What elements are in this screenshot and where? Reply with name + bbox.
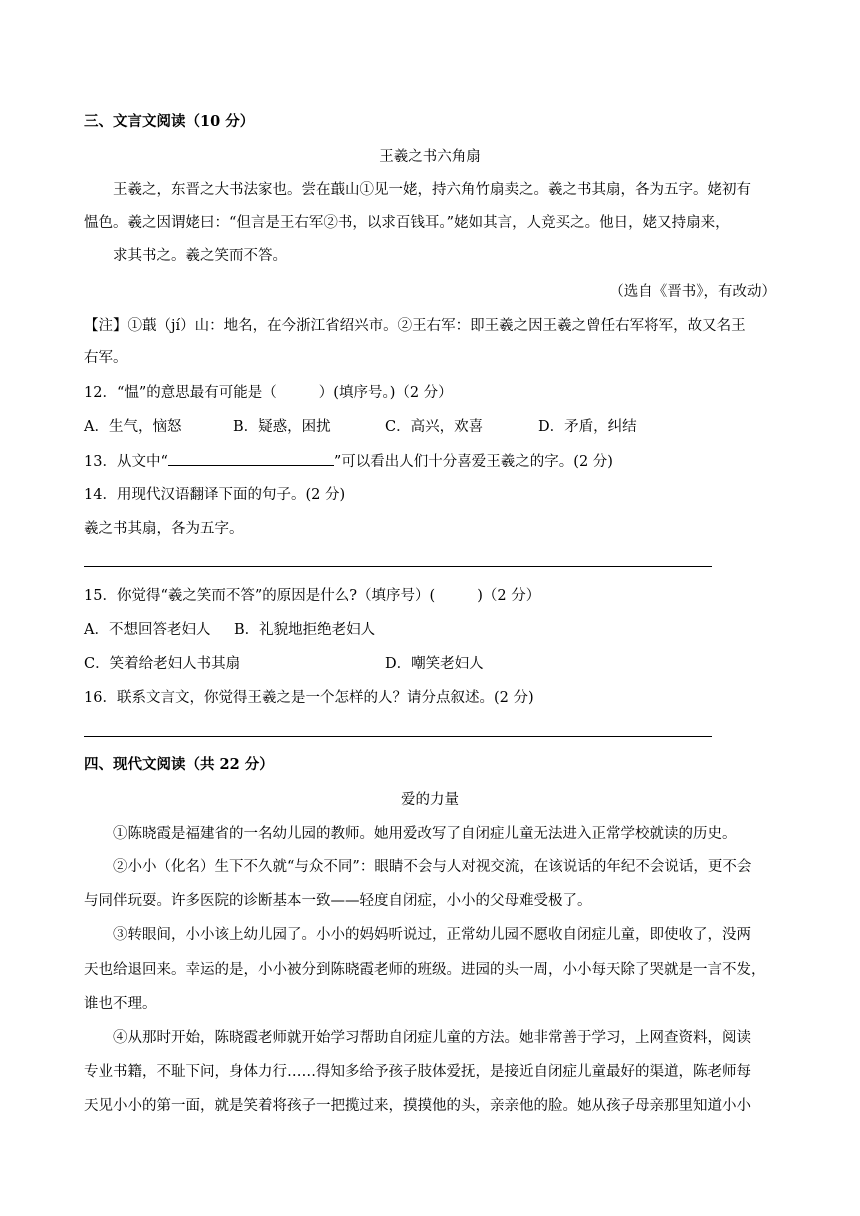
question-15-stem-b: )（2 分） <box>477 588 541 604</box>
note-line: 【注】①蕺（jí）山：地名，在今浙江省绍兴市。②王右军：即王羲之因王羲之曾任右军将军，故又名王 <box>84 318 746 334</box>
question-12 <box>84 383 453 403</box>
section-3-heading: 三、文言文阅读（10 分） <box>84 113 255 130</box>
question-16-stem: 16．联系文言文，你觉得王羲之是一个怎样的人？请分点叙述。(2 分) <box>84 690 534 706</box>
question-12-stem-b: ）(填序号。)（2 分） <box>318 385 453 401</box>
passage-title-love: 爱的力量 <box>401 792 459 808</box>
passage-paragraph-line: ③转眼间，小小该上幼儿园了。小小的妈妈听说过，正常幼儿园不愿收自闭症儿童，即使收了，没两 <box>113 927 751 943</box>
question-12-option-d: D．矛盾，纠结 <box>538 419 637 435</box>
passage-paragraph-line: 谁也不理。 <box>84 996 157 1012</box>
question-15-stem-a: 15．你觉得“羲之笑而不答”的原因是什么?（填序号）( <box>84 588 436 604</box>
passage-source: （选自《晋书》，有改动） <box>609 284 776 300</box>
question-13-stem-b: ”可以看出人们十分喜爱王羲之的字。(2 分) <box>333 454 613 470</box>
passage-title-wangxizhi: 王羲之书六角扇 <box>379 149 481 165</box>
question-13 <box>84 451 613 472</box>
passage-paragraph-line: 求其书之。羲之笑而不答。 <box>113 248 287 264</box>
question-13-stem-a: 13．从文中“ <box>84 454 168 470</box>
passage-paragraph-line: ①陈晓霞是福建省的一名幼儿园的教师。她用爱改写了自闭症儿童无法进入正常学校就读的历史。 <box>113 826 737 842</box>
question-15-option-c: C．笑着给老妇人书其扇 <box>84 656 241 672</box>
passage-paragraph-line: 王羲之，东晋之大书法家也。尝在蕺山①见一姥，持六角竹扇卖之。羲之书其扇，各为五字。姥初有 <box>113 182 751 198</box>
answer-blank-13[interactable] <box>168 451 334 466</box>
question-12-option-b: B．疑惑，困扰 <box>233 419 331 435</box>
passage-paragraph-line: ②小小（化名）生下不久就“与众不同”：眼睛不会与人对视交流，在该说话的年纪不会说话，更不会 <box>113 859 752 875</box>
question-14-stem: 14．用现代汉语翻译下面的句子。(2 分) <box>84 487 346 503</box>
passage-paragraph-line: 天也给退回来。幸运的是，小小被分到陈晓霞老师的班级。进园的头一周，小小每天除了哭就是一言不发， <box>84 962 766 978</box>
answer-line-16[interactable] <box>84 736 712 737</box>
question-14-sentence: 羲之书其扇，各为五字。 <box>84 521 244 537</box>
passage-paragraph-line: 天见小小的第一面，就是笑着将孩子一把揽过来，摸摸他的头，亲亲他的脸。她从孩子母亲那里知道小小 <box>84 1098 751 1114</box>
section-4-heading: 四、现代文阅读（共 22 分） <box>84 756 274 773</box>
question-12-stem-a: 12．“愠”的意思最有可能是（ <box>84 385 277 401</box>
question-15-option-b: B．礼貌地拒绝老妇人 <box>234 622 376 638</box>
question-12-option-a: A．生气，恼怒 <box>84 419 182 435</box>
passage-paragraph-line: 愠色。羲之因谓姥曰：“但言是王右军②书，以求百钱耳。”姥如其言，人竞买之。他日，姥又持扇来， <box>84 215 730 231</box>
question-12-option-c: C．高兴，欢喜 <box>385 419 484 435</box>
passage-paragraph-line: ④从那时开始，陈晓霞老师就开始学习帮助自闭症儿童的方法。她非常善于学习，上网查资料，阅读 <box>113 1030 751 1046</box>
question-15-option-a: A．不想回答老妇人 <box>84 622 211 638</box>
passage-paragraph-line: 专业书籍，不耻下问，身体力行……得知多给予孩子肢体爱抚，是接近自闭症儿童最好的渠道，陈老师每 <box>84 1064 751 1080</box>
question-15-option-d: D．嘲笑老妇人 <box>385 656 484 672</box>
passage-paragraph-line: 与同伴玩耍。许多医院的诊断基本一致——轻度自闭症，小小的父母难受极了。 <box>84 893 592 909</box>
question-15 <box>84 586 540 606</box>
answer-line-14[interactable] <box>84 566 712 567</box>
note-line: 右军。 <box>84 350 128 366</box>
